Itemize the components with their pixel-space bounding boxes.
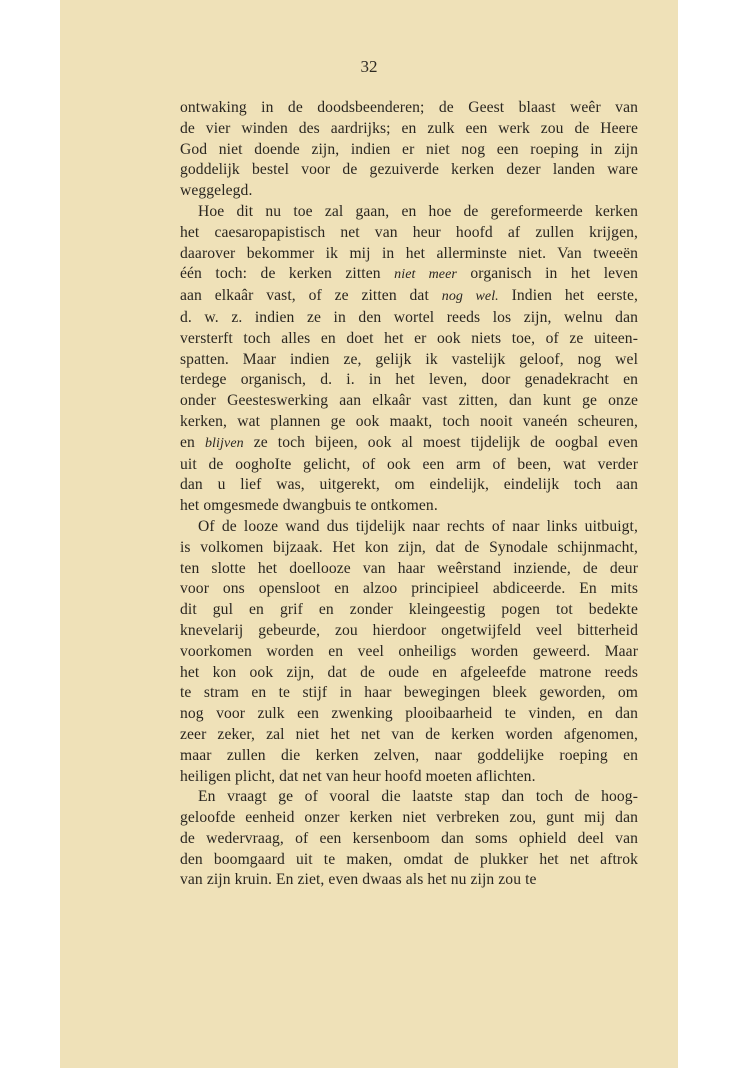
paragraph — [180, 98, 638, 202]
text-line: zeer zeker, zal niet het net van de kerken worden afgenomen, — [180, 725, 638, 743]
text-line: den boomgaard uit te maken, omdat de plukker het net aftrok — [180, 850, 638, 868]
text-line: God niet doende zijn, indien er niet nog een roeping in zijn — [180, 140, 638, 158]
text-line: het omgesmede dwangbuis te ontkomen. — [180, 497, 438, 515]
text-line: kerken, wat plannen ge ook maakt, toch nooit vaneén scheuren, — [180, 412, 638, 430]
paragraph — [180, 517, 638, 787]
text-line: voorkomen worden en veel onheiligs worden geweerd. Maar — [180, 642, 638, 660]
text-segment: aan elkaâr vast, of ze zitten dat — [180, 287, 442, 305]
text-segment: Indien het eerste, — [498, 287, 639, 305]
paragraph — [180, 787, 638, 891]
page-number: 32 — [360, 57, 378, 76]
text-line: dit gul en grif en zonder kleingeestig pogen tot bedekte — [180, 601, 638, 619]
text-line: het caesaropapistisch net van heur hoofd af zullen krijgen, — [180, 223, 638, 241]
text-line: goddelijk bestel voor de gezuiverde kerken dezer landen ware — [180, 161, 638, 179]
text-segment: organisch in het leven — [456, 265, 638, 283]
text-segment: ze toch bijeen, ook al moest tijdelijk de oogbal even — [243, 433, 638, 451]
text-line: En vraagt ge of vooral die laatste stap dan toch de hoog- — [198, 788, 638, 806]
text-line: ten slotte het doellooze van haar weêrstand inziende, de deur — [180, 559, 638, 577]
text-line: heiligen plicht, dat net van heur hoofd moeten aflichten. — [180, 767, 536, 785]
text-line: spatten. Maar indien ze, gelijk ik vastelijk geloof, nog wel — [180, 350, 638, 368]
text-line: is volkomen bijzaak. Het kon zijn, dat de Synodale schijnmacht, — [180, 538, 638, 556]
emphasis-text: nog wel. — [441, 289, 499, 305]
text-line: versterft toch alles en doet het er ook niets toe, of ze uiteen- — [180, 329, 638, 347]
left-margin — [0, 0, 60, 1068]
text-line: geloofde eenheid onzer kerken niet verbreken zou, gunt mij dan — [180, 809, 638, 827]
right-margin — [678, 0, 738, 1068]
text-line: knevelarij gebeurde, zou hierdoor ongetwijfeld veel bitterheid — [180, 621, 638, 639]
text-segment: en — [180, 433, 205, 451]
text-line: de wedervraag, of een kersenboom dan soms ophield deel van — [180, 829, 638, 847]
text-line: d. w. z. indien ze in den wortel reeds los zijn, welnu dan — [180, 308, 638, 326]
text-line: dan u lief was, uitgerekt, om eindelijk, eindelijk toch aan — [180, 476, 638, 494]
paragraph — [180, 202, 638, 517]
text-line: ontwaking in de doodsbeenderen; de Geest blaast weêr van — [180, 99, 638, 116]
text-line: nog voor zulk een zwenking plooibaarheid te vinden, en dan — [180, 705, 638, 723]
text-line: uit de ooghoIte gelicht, of ook een arm of been, wat verder — [180, 455, 638, 473]
body-text — [180, 98, 638, 891]
text-line: Hoe dit nu toe zal gaan, en hoe de gereformeerde kerken — [198, 202, 638, 220]
text-line: weggelegd. — [180, 182, 253, 200]
text-line: daarover bekommer ik mij in het allerminste niet. Van tweeën — [180, 244, 638, 262]
text-line: Of de looze wand dus tijdelijk naar rechts of naar links uitbuigt, — [198, 517, 638, 535]
text-line: het kon ook zijn, dat de oude en afgeleefde matrone reeds — [180, 663, 638, 681]
text-line: te stram en te stijf in haar bewegingen bleek geworden, om — [180, 684, 638, 702]
text-line: voor ons opensloot en alzoo principieel abdiceerde. En mits — [180, 580, 638, 598]
emphasis-text: blijven — [204, 435, 244, 451]
text-line: maar zullen die kerken zelven, naar goddelijke roeping en — [180, 746, 638, 764]
text-line — [180, 286, 638, 308]
text-line: de vier winden des aardrijks; en zulk een werk zou de Heere — [180, 119, 638, 137]
text-line: onder Geesteswerking aan elkaâr vast zitten, dan kunt ge onze — [180, 392, 638, 410]
emphasis-text: niet meer — [394, 267, 457, 283]
text-line: terdege organisch, d. i. in het leven, door genadekracht en — [180, 371, 638, 389]
text-line: van zijn kruin. En ziet, even dwaas als het nu zijn zou te — [180, 871, 537, 889]
text-line — [180, 264, 638, 286]
book-page — [60, 0, 678, 1068]
text-segment: één toch: de kerken zitten — [180, 265, 395, 283]
text-line — [180, 433, 638, 455]
